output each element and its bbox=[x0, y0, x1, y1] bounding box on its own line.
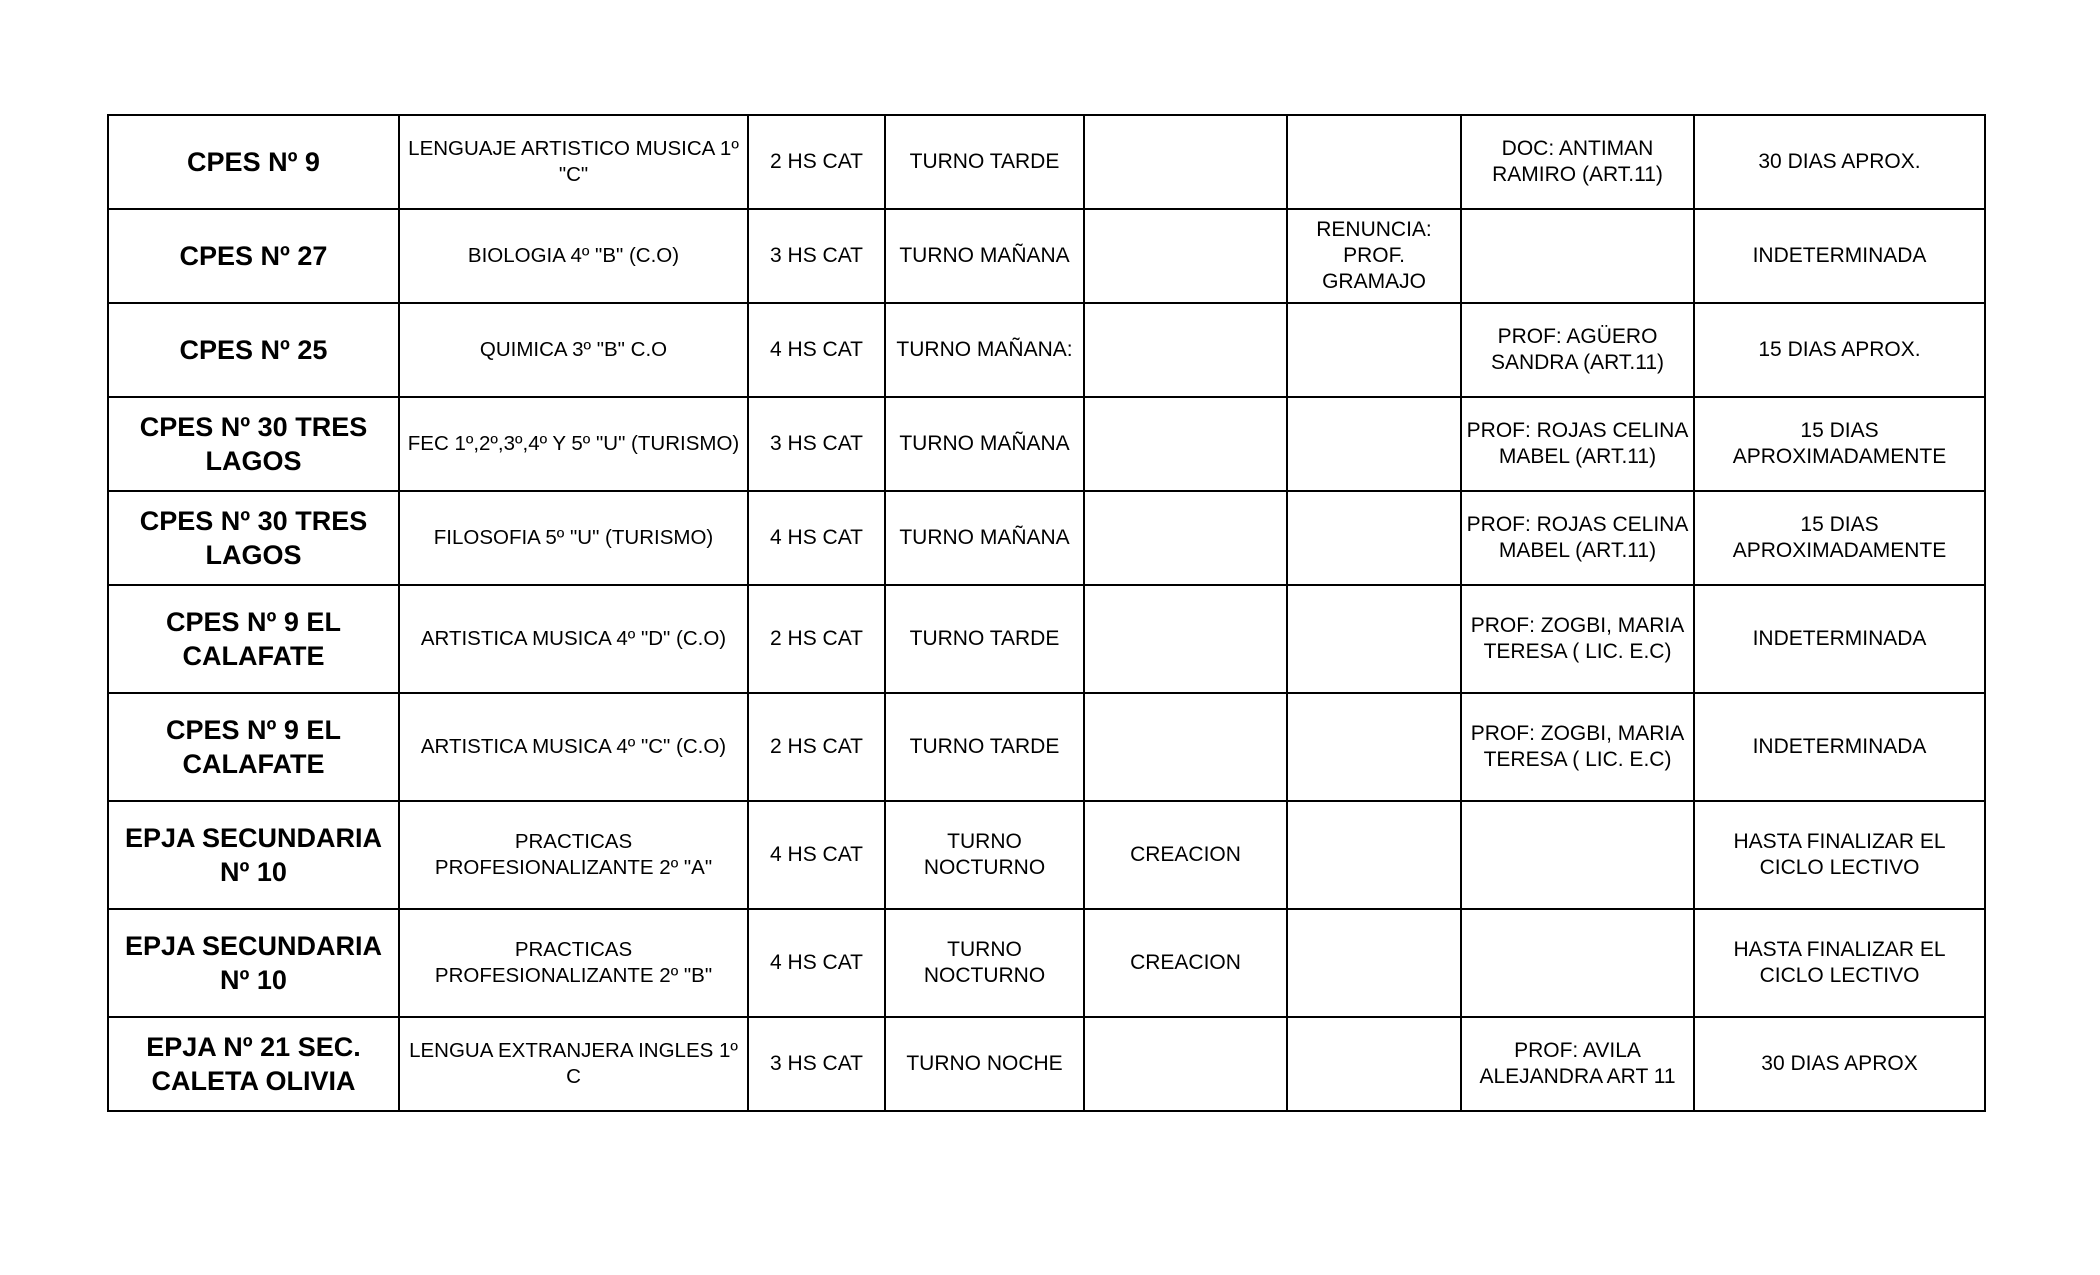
subject-cell: ARTISTICA MUSICA 4º "D" (C.O) bbox=[399, 585, 748, 693]
hours-cell: 4 HS CAT bbox=[748, 801, 885, 909]
shift-cell: TURNO MAÑANA bbox=[885, 209, 1084, 303]
teacher-cell bbox=[1461, 209, 1694, 303]
shift-cell: TURNO TARDE bbox=[885, 115, 1084, 209]
notes-cell bbox=[1287, 585, 1461, 693]
school-cell: CPES Nº 9 EL CALAFATE bbox=[108, 693, 399, 801]
teacher-cell bbox=[1461, 909, 1694, 1017]
subject-cell: LENGUAJE ARTISTICO MUSICA 1º "C" bbox=[399, 115, 748, 209]
hours-cell: 2 HS CAT bbox=[748, 585, 885, 693]
shift-cell: TURNO NOCTURNO bbox=[885, 909, 1084, 1017]
subject-cell: ARTISTICA MUSICA 4º "C" (C.O) bbox=[399, 693, 748, 801]
reason-cell bbox=[1084, 585, 1287, 693]
table-row bbox=[108, 303, 1985, 397]
school-cell: EPJA Nº 21 SEC. CALETA OLIVIA bbox=[108, 1017, 399, 1111]
subject-cell: FEC 1º,2º,3º,4º Y 5º "U" (TURISMO) bbox=[399, 397, 748, 491]
teacher-cell: PROF: AVILA ALEJANDRA ART 11 bbox=[1461, 1017, 1694, 1111]
teacher-cell: PROF: ROJAS CELINA MABEL (ART.11) bbox=[1461, 491, 1694, 585]
hours-cell: 4 HS CAT bbox=[748, 491, 885, 585]
subject-cell: FILOSOFIA 5º "U" (TURISMO) bbox=[399, 491, 748, 585]
table-row bbox=[108, 585, 1985, 693]
shift-cell: TURNO MAÑANA bbox=[885, 397, 1084, 491]
reason-cell bbox=[1084, 491, 1287, 585]
duration-cell: 15 DIAS APROX. bbox=[1694, 303, 1985, 397]
hours-cell: 3 HS CAT bbox=[748, 1017, 885, 1111]
school-cell: CPES Nº 9 EL CALAFATE bbox=[108, 585, 399, 693]
notes-cell bbox=[1287, 397, 1461, 491]
notes-cell bbox=[1287, 491, 1461, 585]
shift-cell: TURNO TARDE bbox=[885, 693, 1084, 801]
teacher-cell: PROF: ZOGBI, MARIA TERESA ( LIC. E.C) bbox=[1461, 693, 1694, 801]
hours-cell: 2 HS CAT bbox=[748, 115, 885, 209]
teacher-cell: DOC: ANTIMAN RAMIRO (ART.11) bbox=[1461, 115, 1694, 209]
hours-cell: 4 HS CAT bbox=[748, 303, 885, 397]
shift-cell: TURNO MAÑANA: bbox=[885, 303, 1084, 397]
duration-cell: 30 DIAS APROX. bbox=[1694, 115, 1985, 209]
reason-cell bbox=[1084, 397, 1287, 491]
subject-cell: BIOLOGIA 4º "B" (C.O) bbox=[399, 209, 748, 303]
reason-cell bbox=[1084, 115, 1287, 209]
school-cell: EPJA SECUNDARIA Nº 10 bbox=[108, 909, 399, 1017]
school-cell: CPES Nº 27 bbox=[108, 209, 399, 303]
table-row bbox=[108, 801, 1985, 909]
duration-cell: 15 DIAS APROXIMADAMENTE bbox=[1694, 397, 1985, 491]
reason-cell bbox=[1084, 209, 1287, 303]
subject-cell: QUIMICA 3º "B" C.O bbox=[399, 303, 748, 397]
teacher-cell: PROF: ZOGBI, MARIA TERESA ( LIC. E.C) bbox=[1461, 585, 1694, 693]
duration-cell: HASTA FINALIZAR EL CICLO LECTIVO bbox=[1694, 801, 1985, 909]
notes-cell bbox=[1287, 1017, 1461, 1111]
school-cell: CPES Nº 9 bbox=[108, 115, 399, 209]
reason-cell: CREACION bbox=[1084, 801, 1287, 909]
shift-cell: TURNO MAÑANA bbox=[885, 491, 1084, 585]
reason-cell bbox=[1084, 303, 1287, 397]
shift-cell: TURNO NOCTURNO bbox=[885, 801, 1084, 909]
table-row bbox=[108, 1017, 1985, 1111]
table-body bbox=[108, 115, 1985, 1111]
notes-cell bbox=[1287, 115, 1461, 209]
duration-cell: 30 DIAS APROX bbox=[1694, 1017, 1985, 1111]
teacher-cell bbox=[1461, 801, 1694, 909]
table-row bbox=[108, 115, 1985, 209]
hours-cell: 2 HS CAT bbox=[748, 693, 885, 801]
reason-cell: CREACION bbox=[1084, 909, 1287, 1017]
duration-cell: INDETERMINADA bbox=[1694, 585, 1985, 693]
shift-cell: TURNO NOCHE bbox=[885, 1017, 1084, 1111]
duration-cell: INDETERMINADA bbox=[1694, 693, 1985, 801]
school-cell: CPES Nº 25 bbox=[108, 303, 399, 397]
hours-cell: 3 HS CAT bbox=[748, 397, 885, 491]
table-row bbox=[108, 909, 1985, 1017]
table-row bbox=[108, 397, 1985, 491]
teacher-cell: PROF: AGÜERO SANDRA (ART.11) bbox=[1461, 303, 1694, 397]
subject-cell: PRACTICAS PROFESIONALIZANTE 2º "A" bbox=[399, 801, 748, 909]
subject-cell: LENGUA EXTRANJERA INGLES 1º C bbox=[399, 1017, 748, 1111]
duration-cell: HASTA FINALIZAR EL CICLO LECTIVO bbox=[1694, 909, 1985, 1017]
hours-cell: 3 HS CAT bbox=[748, 209, 885, 303]
positions-table bbox=[107, 114, 1986, 1112]
school-cell: CPES Nº 30 TRES LAGOS bbox=[108, 491, 399, 585]
notes-cell: RENUNCIA: PROF. GRAMAJO bbox=[1287, 209, 1461, 303]
notes-cell bbox=[1287, 693, 1461, 801]
reason-cell bbox=[1084, 1017, 1287, 1111]
table-row bbox=[108, 693, 1985, 801]
teacher-cell: PROF: ROJAS CELINA MABEL (ART.11) bbox=[1461, 397, 1694, 491]
shift-cell: TURNO TARDE bbox=[885, 585, 1084, 693]
duration-cell: 15 DIAS APROXIMADAMENTE bbox=[1694, 491, 1985, 585]
subject-cell: PRACTICAS PROFESIONALIZANTE 2º "B" bbox=[399, 909, 748, 1017]
notes-cell bbox=[1287, 303, 1461, 397]
duration-cell: INDETERMINADA bbox=[1694, 209, 1985, 303]
school-cell: EPJA SECUNDARIA Nº 10 bbox=[108, 801, 399, 909]
reason-cell bbox=[1084, 693, 1287, 801]
notes-cell bbox=[1287, 801, 1461, 909]
notes-cell bbox=[1287, 909, 1461, 1017]
school-cell: CPES Nº 30 TRES LAGOS bbox=[108, 397, 399, 491]
table-row bbox=[108, 209, 1985, 303]
hours-cell: 4 HS CAT bbox=[748, 909, 885, 1017]
table-row bbox=[108, 491, 1985, 585]
